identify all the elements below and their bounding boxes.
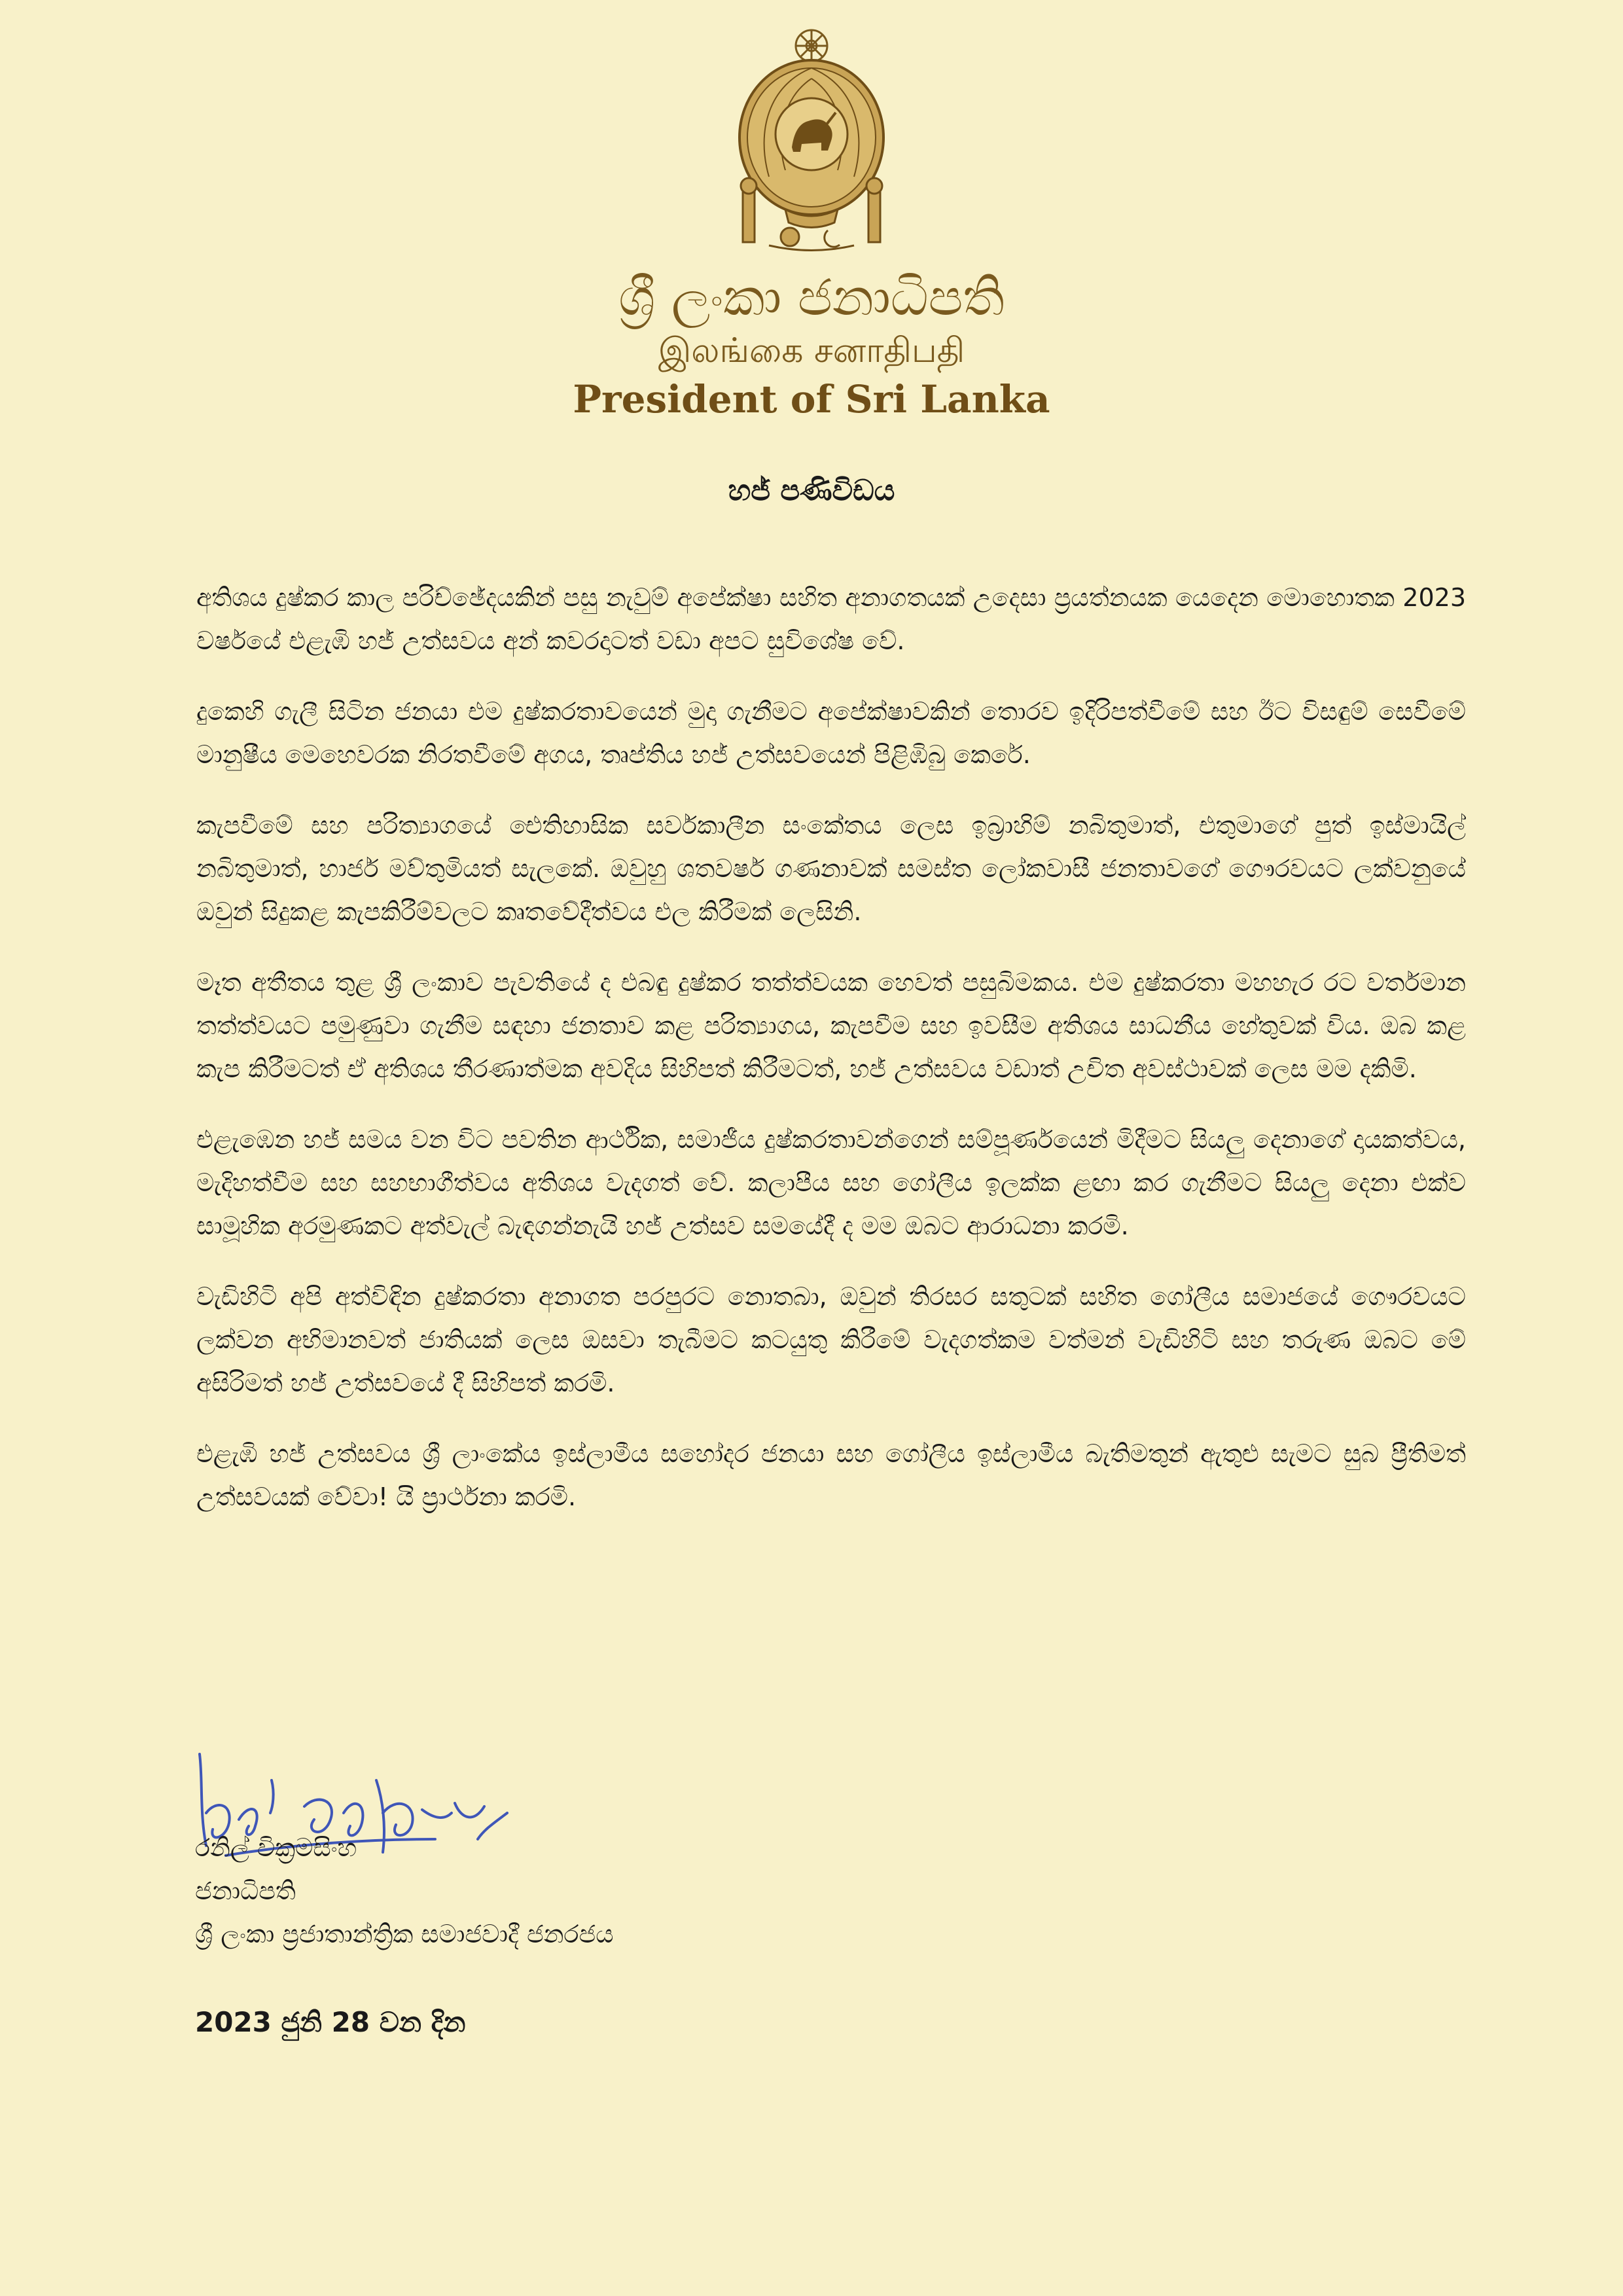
- paragraph: එළැඹි හජ් උත්සවය ශ්‍රී ලාංකේය ඉස්ලාමීය සහෝදර ජනයා සහ ගෝලීය ඉස්ලාමීය බැතිමතුන් ඇතුළු සැමට සුබ ප්‍රීතිමත් උත්සවයක් වේවා! යි ප්‍රාර්ථනා කරමි.: [196, 1439, 1466, 1511]
- paragraph: මෑත අතීතය තුළ ශ්‍රී ලංකාව පැවතියේ ද එබඳු දුෂ්කර තත්ත්වයක හෙවත් පසුබිමකය. එම දුෂ්කරතා මහහැර රට වර්තමාන තත්ත්වයට පමුණුවා ගැනීම සඳහා ජනතාව කළ පරිත්‍යාගය, කැපවීම සහ ඉවසීම අතිශය සාධනීය හේතුවක් විය. ඔබ කළ කැප කිරීමටත් ඒ අතිශය තීරණාත්මක අවදිය සිහිපත් කිරීමටත්, හජ් උත්සවය වඩාත් උචිත අවස්ථාවක් ලෙස මම දකිමි.: [196, 968, 1466, 1083]
- paragraph: කැපවීමේ සහ පරිත්‍යාගයේ ඓතිහාසික සර්වකාලීන සංකේතය ලෙස ඉබ්‍රාහිම් නබිතුමාත්, එතුමාගේ පුත් ඉස්මායිල් නබිතුමාත්, හාජර් මව්තුමියත් සැලකේ. ඔවුහු ශතවර්ෂ ගණනාවක් සමස්ත ලෝකවාසී ජනතාවගේ ගෞරවයට ලක්වනුයේ ඔවුන් සිදුකළ කැපකිරීම්වලට කෘතවේදීත්වය එල කිරීමක් ලෙසිනි.: [196, 811, 1466, 926]
- letterhead-english: President of Sri Lanka: [573, 377, 1050, 422]
- signatory-state: ශ්‍රී ලංකා ප්‍රජාතාන්ත්‍රික සමාජවාදී ජනරජය: [195, 1920, 614, 1948]
- national-emblem-icon: [730, 26, 893, 255]
- signatory-position: ජනාධිපති: [195, 1876, 296, 1905]
- paragraph: වැඩිහිටි අපි අත්විඳින දුෂ්කරතා අනාගත පරපුරට නොතබා, ඔවුන් තිරසර සතුටක් සහිත ගෝලීය සමාජයේ ගෞරවයට ලක්වන අභිමානවත් ජාතියක් ලෙස ඔසවා තැබීමට කටයුතු කිරීමේ වැදගත්කම වත්මන් වැඩිහිටි සහ තරුණ ඔබට මේ අසිරිමත් හජ් උත්සවයේ දී සිහිපත් කරමි.: [196, 1282, 1467, 1397]
- paragraph: අතිශය දුෂ්කර කාල පරිච්ඡේදයකින් පසු නැවුම් අපේක්ෂා සහිත අනාගතයක් උදෙසා ප්‍රයත්නයක යෙදෙන මොහොතක 2023 වර්ෂයේ එළැඹි හජ් උත්සවය අන් කවරදාටත් වඩා අපට සුවිශේෂ වේ.: [196, 583, 1466, 655]
- message-title: හජ් පණිවිඩය: [728, 474, 895, 507]
- letterhead-sinhala: ශ්‍රී ලංකා ජනාධිපති: [618, 268, 1005, 327]
- signature-block: [195, 1826, 614, 1956]
- message-body: [196, 576, 1466, 1546]
- signatory-name: රනිල් වික්‍රමසිංහ: [195, 1833, 357, 1862]
- paragraph: දුකෙහි ගැලී සිටින ජනයා එම දුෂ්කරතාවයෙන් මුදා ගැනීමට අපේක්ෂාවකින් තොරව ඉදිරිපත්වීමේ සහ ඊට විසඳුම් සෙවීමේ මානුෂීය මෙහෙවරක නිරතවීමේ අගය, තෘප්තිය හජ් උත්සවයෙන් පිළිඹිබු කෙරේ.: [196, 697, 1466, 769]
- letterhead-tamil: இலங்கை சனாதிபதி: [658, 331, 965, 370]
- paragraph: එළැඹෙන හජ් සමය වන විට පවතින ආර්ථික, සමාජීය දුෂ්කරතාවන්ගෙන් සම්පූර්ණයෙන් මිදීමට සියලු දෙනාගේ දායකත්වය, මැදිහත්වීම සහ සහභාගීත්වය අතිශය වැදගත් වේ. කලාපීය සහ ගෝලීය ඉලක්ක ළඟා කර ගැනීමට සියලු දෙනා එක්ව සාමූහික අරමුණකට අත්වැල් බැඳගන්නැයි හජ් උත්සව සමයේදී ද මම ඔබට ආරාධනා කරමි.: [196, 1125, 1466, 1240]
- letter-date: 2023 ජුනි 28 වන දින: [195, 2006, 466, 2038]
